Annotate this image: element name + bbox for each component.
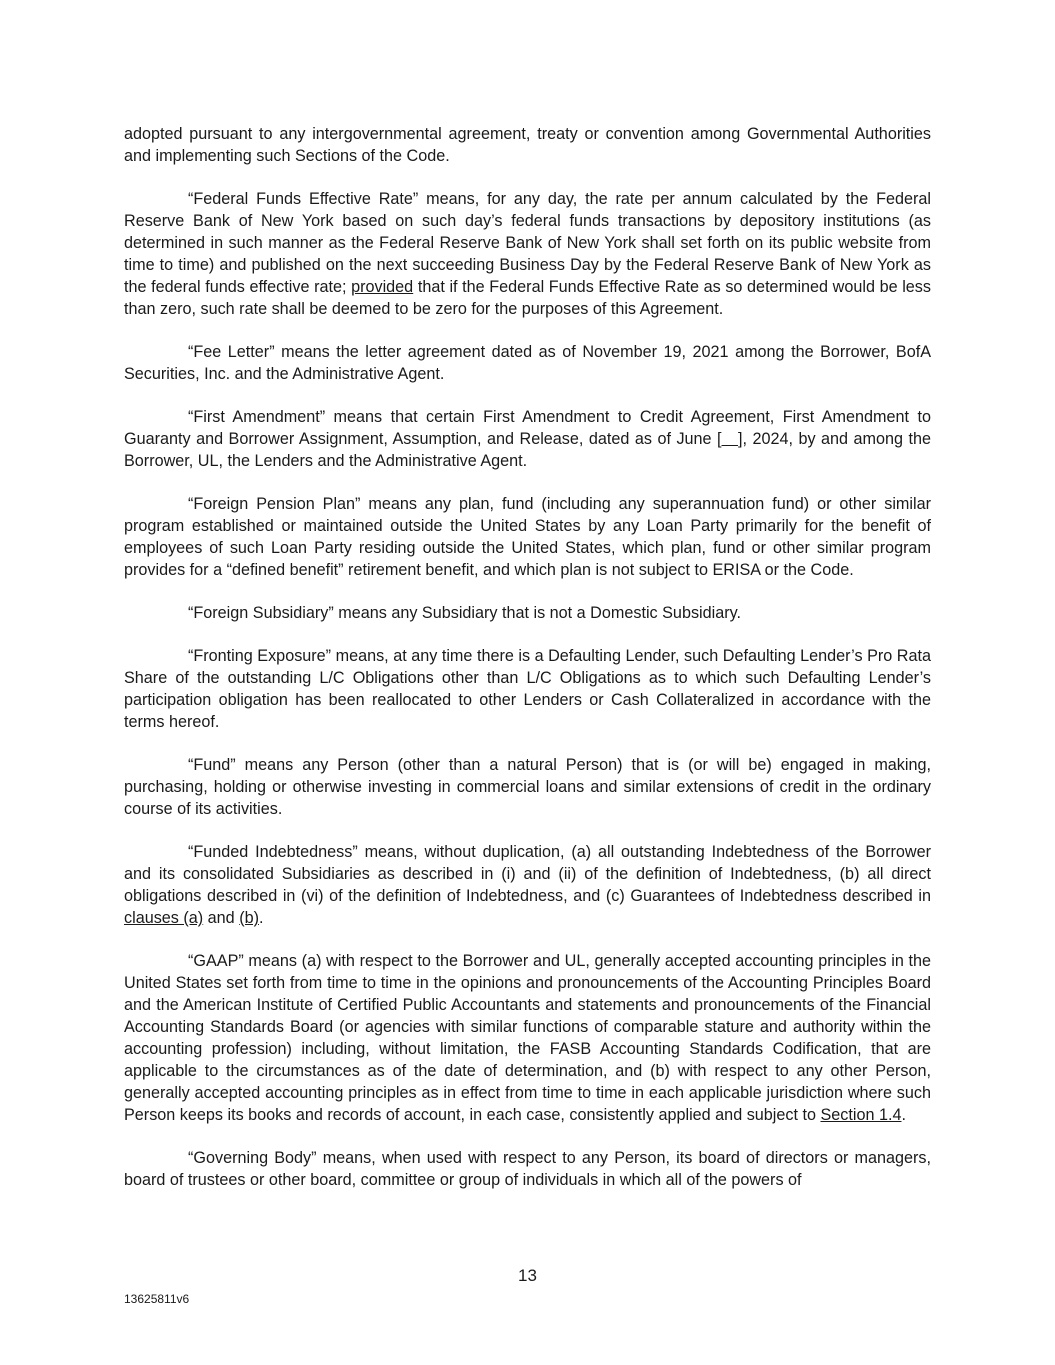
paragraph-text: . [258,909,264,927]
paragraph-text: that if the Federal Funds Effective Rate as so determined would be less than zero, such rate shall be deemed to be zero for the purposes of this Agreement. [124,278,931,318]
paragraph-text: “Fronting Exposure” means, at any time there is a Defaulting Lender, such Defaulting Lender’s Pro Rata Share of the outstanding L/C Obligations other than L/C Obligations as to which such Defaulting Lender’s participation obligation has been reallocated to other Lenders or Cash Collateralized in accordance with the terms hereof. [124,647,931,731]
paragraph-text: adopted pursuant to any intergovernmental agreement, treaty or convention among Governmental Authorities and implementing such Sections of the Code. [124,125,931,165]
paragraph-text: “Fund” means any Person (other than a natural Person) that is (or will be) engaged in making, purchasing, holding or otherwise investing in commercial loans and similar extensions of credit in the ordinary course of its activities. [124,756,931,818]
definition-fund [124,754,931,820]
paragraph-text: “Fee Letter” means the letter agreement dated as of November 19, 2021 among the Borrower, BofA Securities, Inc. and the Administrative Agent. [124,343,931,383]
definition-fronting-exposure [124,645,931,733]
paragraph-text: “First Amendment” means that certain First Amendment to Credit Agreement, First Amendment to Guaranty and Borrower Assignment, Assumption, and Release, dated as of June [ [124,408,931,448]
underlined-term: provided [351,278,414,296]
paragraph-continuation [124,123,931,167]
underlined-reference: (b) [239,909,259,927]
paragraph-text: ], 2024, by and among the Borrower, UL, the Lenders and the Administrative Agent. [124,430,932,470]
definition-foreign-subsidiary [124,602,931,624]
document-id: 13625811v6 [124,1292,190,1306]
definition-federal-funds-effective-rate [124,188,931,320]
paragraph-text: “Funded Indebtedness” means, without duplication, (a) all outstanding Indebtedness of the Borrower and its consolidated Subsidiaries as described in (i) and (ii) of the definition of Indebtedness, (b) all direct obligations described in (vi) of the definition of Indebtedness, and (c) Guarantees of Indebtedness described in [124,843,931,905]
page-number: 13 [518,1266,537,1285]
definition-foreign-pension-plan [124,493,931,581]
blank-date-field [722,430,738,448]
paragraph-text: . [901,1106,906,1124]
body-text [124,123,931,1212]
paragraph-text: “Governing Body” means, when used with respect to any Person, its board of directors or managers, board of trustees or other board, committee or group of individuals in which all of the powers of [124,1149,931,1189]
definition-first-amendment [124,406,931,472]
underlined-reference: Section 1.4 [820,1106,902,1124]
paragraph-text: “GAAP” means (a) with respect to the Borrower and UL, generally accepted accounting principles in the United States set forth from time to time in the opinions and pronouncements of the Accounting Principles Board and the American Institute of Certified Public Accountants and statements and pronouncements of the Financial Accounting Standards Board (or agencies with similar functions of comparable stature and authority within the accounting profession) including, without limitation, the FASB Accounting Standards Codification, that are applicable to the circumstances as of the date of determination, and (b) with respect to any other Person, generally accepted accounting principles as in effect from time to time in each applicable jurisdiction where such Person keeps its books and records of account, in each case, consistently applied and subject to [124,952,931,1124]
definition-gaap [124,950,931,1126]
paragraph-text: “Federal Funds Effective Rate” means, for any day, the rate per annum calculated by the Federal Reserve Bank of New York based on such day’s federal funds transactions by depository institutions (as determined in such manner as the Federal Reserve Bank of New York shall set forth on its public website from time to time) and published on the next succeeding Business Day by the Federal Reserve Bank of New York as the federal funds effective rate; [124,190,931,296]
definition-funded-indebtedness [124,841,931,929]
paragraph-text: “Foreign Subsidiary” means any Subsidiary that is not a Domestic Subsidiary. [188,604,742,622]
definition-fee-letter [124,341,931,385]
paragraph-text: and [207,909,235,927]
underlined-reference: clauses (a) [124,909,204,927]
definition-governing-body [124,1147,931,1191]
paragraph-text: “Foreign Pension Plan” means any plan, fund (including any superannuation fund) or other similar program established or maintained outside the United States by any Loan Party primarily for the benefit of employees of such Loan Party residing outside the United States, which plan, fund or other similar program provides for a “defined benefit” retirement benefit, and which plan is not subject to ERISA or the Code. [124,495,931,579]
